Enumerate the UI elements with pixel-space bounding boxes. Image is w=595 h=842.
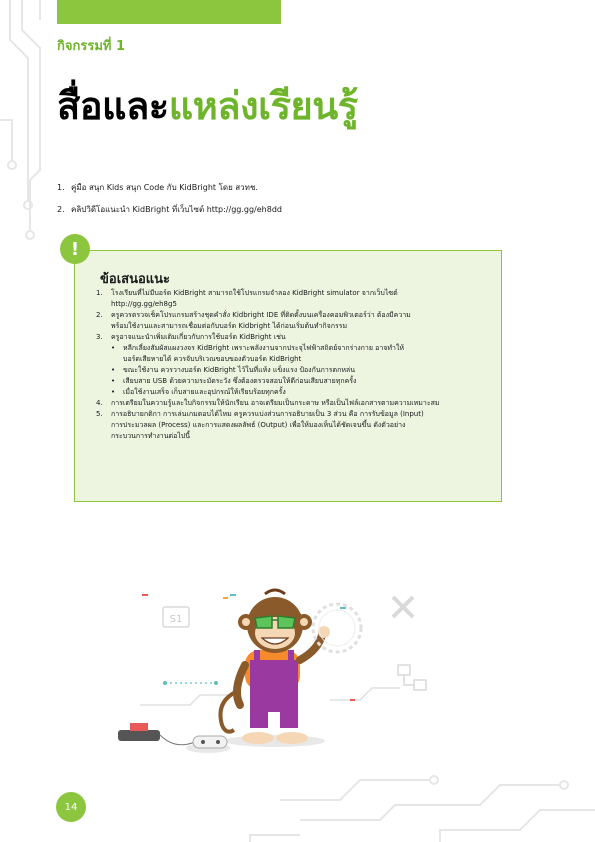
list-text: กระบวนการทำงานต่อไปนี้ <box>111 432 191 440</box>
list-text: เสียบสาย USB ด้วยความระมัดระวัง ซึ่งต้องตรวจสอบให้ดีก่อนเสียบสายทุกครั้ง <box>123 377 357 385</box>
list-text: บอร์ดเสียหายได้ ควรจับบริเวณขอบของตัวบอร์ด KidBright <box>123 355 302 363</box>
bullet-mark: • <box>111 388 116 396</box>
list-text: คลิปวิดีโอแนะนำ KidBright ที่เว็บไซต์ http://gg.gg/eh8dd <box>71 205 282 214</box>
list-number: 4. <box>96 399 103 407</box>
list-text: ครูอาจแนะนำเพิ่มเติมเกี่ยวกับการใช้บอร์ด KidBright เช่น <box>111 333 286 341</box>
list-text: พร้อมใช้งานและสามารถเชื่อมต่อกับบอร์ด Kidbright ได้ก่อนเริ่มต้นทำกิจกรรม <box>111 322 348 330</box>
list-text: http://gg.gg/eh8g5 <box>111 300 177 308</box>
slide-icon-label: S1 <box>169 614 183 625</box>
list-number: 2. <box>96 311 103 319</box>
page-number: 14 <box>56 792 86 822</box>
list-text: การประมวลผล (Process) และการแสดงผลลัพธ์ (Output) เพื่อให้มองเห็นได้ชัดเจนขึ้น ดังตัวอย่าง <box>111 421 406 429</box>
list-text: การเตรียมในความรู้และใบกิจกรรมให้นักเรียน อาจเตรียมเป็นกระดาษ หรือเป็นไฟล์เอกสารตามความเหมาะสม <box>111 399 440 407</box>
suggestion-title: ข้อเสนอแนะ <box>100 272 171 287</box>
bullet-mark: • <box>111 344 116 352</box>
list-text: เมื่อใช้งานเสร็จ เก็บสายและอุปกรณ์ให้เรียบร้อยทุกครั้ง <box>123 388 286 396</box>
list-text: หลีกเลี่ยงสัมผัสแผงวงจร KidBright เพราะพลังงานจากประจุไฟฟ้าสถิตย์จากร่างกาย อาจทำให้ <box>123 344 404 352</box>
exclamation-badge: ! <box>60 234 90 264</box>
list-number: 1. <box>57 183 65 192</box>
list-number: 2. <box>57 205 65 214</box>
list-text: การอธิบายกติกา การเล่นเกมตอบได้ไหม ครูควรแบ่งส่วนการอธิบายเป็น 3 ส่วน คือ การรับข้อมูล (Input) <box>111 410 424 418</box>
list-text: ครูควรตรวจเช็คโปรแกรมสร้างชุดคำสั่ง Kidbright IDE ที่ติดตั้งบนเครื่องคอมพิวเตอร์ว่า ต้องมีความ <box>111 311 411 319</box>
list-number: 1. <box>96 289 103 297</box>
list-text: คู่มือ สนุก Kids สนุก Code กับ KidBright โดย สวทช. <box>71 183 258 192</box>
title-part-black: สื่อและ <box>57 84 169 128</box>
activity-label: กิจกรรมที่ 1 <box>57 39 126 54</box>
bullet-mark: • <box>111 366 116 374</box>
list-text: ขณะใช้งาน ควรวางบอร์ด KidBright ไว้ในที่แห้ง แข็งแรง ป้องกันการตกหล่น <box>123 366 356 374</box>
list-text: โรงเรียนที่ไม่มีบอร์ด KidBright สามารถใช้โปรแกรมจำลอง KidBright simulator จากเว็บไซต์ <box>111 289 398 297</box>
bullet-mark: • <box>111 377 116 385</box>
title-part-green: แหล่งเรียนรู้ <box>168 84 358 128</box>
list-number: 5. <box>96 410 103 418</box>
list-number: 3. <box>96 333 103 341</box>
